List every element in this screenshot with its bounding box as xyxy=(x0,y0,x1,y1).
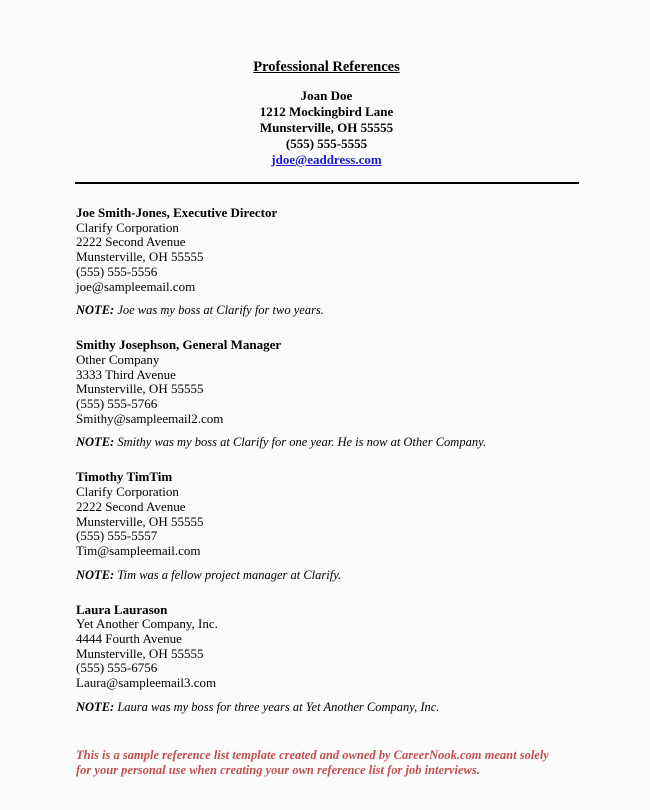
reference-note xyxy=(76,700,596,715)
reference-phone: (555) 555-5556 xyxy=(76,263,158,279)
reference-note xyxy=(76,568,596,583)
note-label: NOTE: xyxy=(76,567,115,582)
reference-email: joe@sampleemail.com xyxy=(76,278,196,294)
note-label: NOTE: xyxy=(76,303,115,318)
reference-company: Yet Another Company, Inc. xyxy=(76,616,218,632)
note-label: NOTE: xyxy=(76,435,115,450)
reference-city: Munsterville, OH 55555 xyxy=(76,645,204,661)
reference-street: 2222 Second Avenue xyxy=(76,234,186,250)
template-disclaimer xyxy=(76,748,616,777)
disclaimer-line-1: This is a sample reference list template created and owned by CareerNook.com meant solely xyxy=(76,748,549,762)
reference-email: Laura@sampleemail3.com xyxy=(76,675,217,691)
reference-street: 2222 Second Avenue xyxy=(76,498,186,514)
reference-city: Munsterville, OH 55555 xyxy=(76,513,204,529)
document-header xyxy=(75,58,578,168)
reference-city: Munsterville, OH 55555 xyxy=(76,381,204,397)
note-label: NOTE: xyxy=(76,699,115,714)
note-text: Smithy was my boss at Clarify for one year. He is now at Other Company. xyxy=(117,435,487,450)
reference-entry xyxy=(76,603,596,715)
reference-phone: (555) 555-5766 xyxy=(76,396,158,412)
reference-email: Smithy@sampleemail2.com xyxy=(76,410,224,426)
reference-phone: (555) 555-6756 xyxy=(76,660,158,676)
reference-city: Munsterville, OH 55555 xyxy=(76,249,204,265)
note-text: Joe was my boss at Clarify for two years. xyxy=(117,303,324,318)
reference-company: Clarify Corporation xyxy=(76,219,179,235)
applicant-email-line xyxy=(75,152,578,168)
reference-name: Timothy TimTim xyxy=(76,469,173,485)
reference-street: 3333 Third Avenue xyxy=(76,366,176,382)
reference-note xyxy=(76,435,596,450)
reference-entry xyxy=(76,470,596,582)
applicant-name: Joan Doe xyxy=(300,88,353,103)
reference-entry xyxy=(76,338,596,450)
document-title: Professional References xyxy=(253,59,400,75)
reference-phone: (555) 555-5557 xyxy=(76,528,158,544)
applicant-phone: (555) 555-5555 xyxy=(285,136,368,151)
reference-entry xyxy=(76,206,596,318)
reference-company: Other Company xyxy=(76,351,160,367)
reference-street: 4444 Fourth Avenue xyxy=(76,631,182,647)
note-text: Laura was my boss for three years at Yet Another Company, Inc. xyxy=(117,699,440,714)
reference-note xyxy=(76,303,596,318)
reference-email: Tim@sampleemail.com xyxy=(76,542,201,558)
reference-name: Smithy Josephson, General Manager xyxy=(76,337,282,353)
applicant-street: 1212 Mockingbird Lane xyxy=(259,104,394,119)
reference-company: Clarify Corporation xyxy=(76,484,179,500)
applicant-email-link[interactable]: jdoe@eaddress.com xyxy=(271,152,382,167)
disclaimer-line-2: for your personal use when creating your own reference list for job interviews. xyxy=(76,762,480,777)
applicant-city: Munsterville, OH 55555 xyxy=(259,120,394,135)
reference-name: Joe Smith-Jones, Executive Director xyxy=(76,205,278,220)
reference-name: Laura Laurason xyxy=(76,601,168,617)
reference-list xyxy=(76,206,596,735)
note-text: Tim was a fellow project manager at Clarify. xyxy=(117,567,342,582)
header-divider xyxy=(75,182,579,184)
